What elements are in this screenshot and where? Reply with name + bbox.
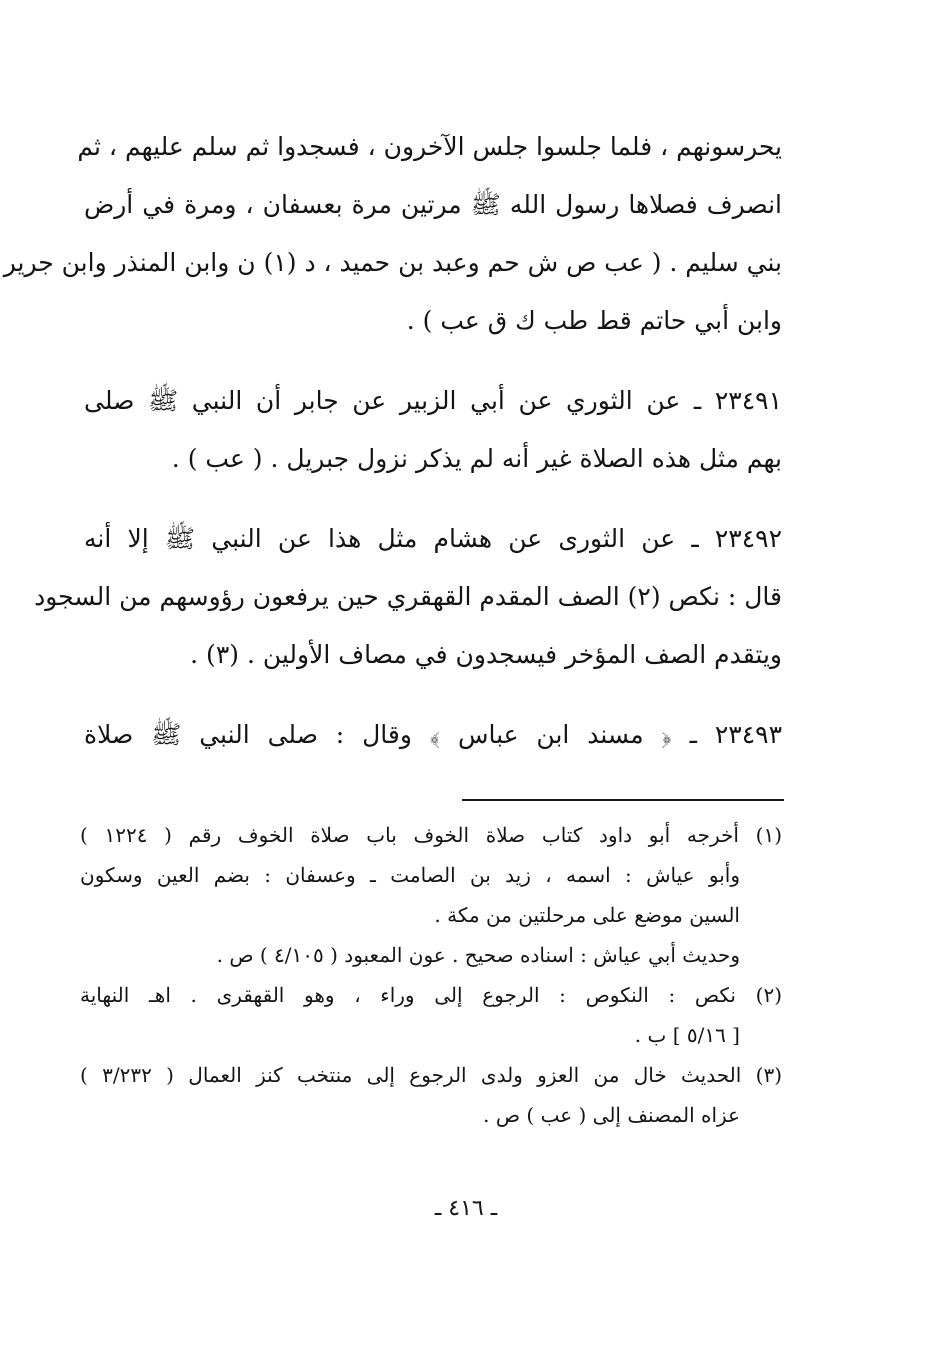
footnote-line: وحديث أبي عياش : اسناده صحيح . عون المعبود ( ٤/١٠٥ ) ص . — [216, 943, 740, 967]
footnote-line: السين موضع على مرحلتين من مكة . — [434, 903, 740, 927]
text-line: ويتقدم الصف المؤخر فيسجدون في مصاف الأولين . (٣) . — [190, 640, 782, 669]
footnote-line: (٢) نكص : النكوص : الرجوع إلى وراء ، وهو القهقرى . اهـ النهاية — [80, 983, 782, 1007]
paragraph-continuation — [3, 118, 782, 350]
footnote-1 — [80, 815, 782, 975]
text-line: قال : نكص (٢) الصف المقدم القهقري حين يرفعون رؤوسهم من السجود — [34, 582, 782, 611]
text-line: ٢٣٤٩١ ـ عن الثوري عن أبي الزبير عن جابر أن النبي ﷺ صلى — [84, 386, 782, 415]
text-line: انصرف فصلاها رسول الله ﷺ مرتين مرة بعسفان ، ومرة في أرض — [84, 190, 782, 219]
footnote-3 — [80, 1055, 782, 1135]
footnote-line: عزاه المصنف إلى ( عب ) ص . — [483, 1103, 740, 1127]
footnote-2 — [80, 975, 782, 1055]
hadith-23493 — [84, 706, 782, 764]
text-line: بهم مثل هذه الصلاة غير أنه لم يذكر نزول جبريل . ( عب ) . — [171, 444, 782, 473]
main-text — [3, 118, 782, 764]
footnote-line: (١) أخرجه أبو داود كتاب صلاة الخوف باب صلاة الخوف رقم ( ١٢٢٤ ) — [80, 823, 782, 847]
footnote-separator — [462, 799, 784, 801]
text-line: ٢٣٤٩٢ ـ عن الثورى عن هشام مثل هذا عن النبي ﷺ إلا أنه — [84, 524, 782, 553]
hadith-23491 — [84, 372, 782, 488]
footnotes — [80, 815, 782, 1135]
footnote-line: وأبو عياش : اسمه ، زيد بن الصامت ـ وعسفان : بضم العين وسكون — [80, 863, 740, 887]
footnote-line: (٣) الحديث خال من العزو ولدى الرجوع إلى منتخب كنز العمال ( ٣/٢٣٢ ) — [80, 1063, 782, 1087]
footnote-line: [ ٥/١٦ ] ب . — [634, 1023, 740, 1047]
text-line: بني سليم . ( عب ص ش حم وعبد بن حميد ، د (١) ن وابن المنذر وابن جرير — [3, 248, 782, 277]
page-number: ـ ٤١٦ ـ — [434, 1196, 498, 1221]
text-line: يحرسونهم ، فلما جلسوا جلس الآخرون ، فسجدوا ثم سلم عليهم ، ثم — [77, 132, 782, 161]
text-line: وابن أبي حاتم قط طب ك ق عب ) . — [406, 306, 782, 335]
text-line: ٢٣٤٩٣ ـ ﴿ مسند ابن عباس ﴾ وقال : صلى النبي ﷺ صلاة — [84, 720, 782, 749]
hadith-23492 — [34, 510, 782, 684]
